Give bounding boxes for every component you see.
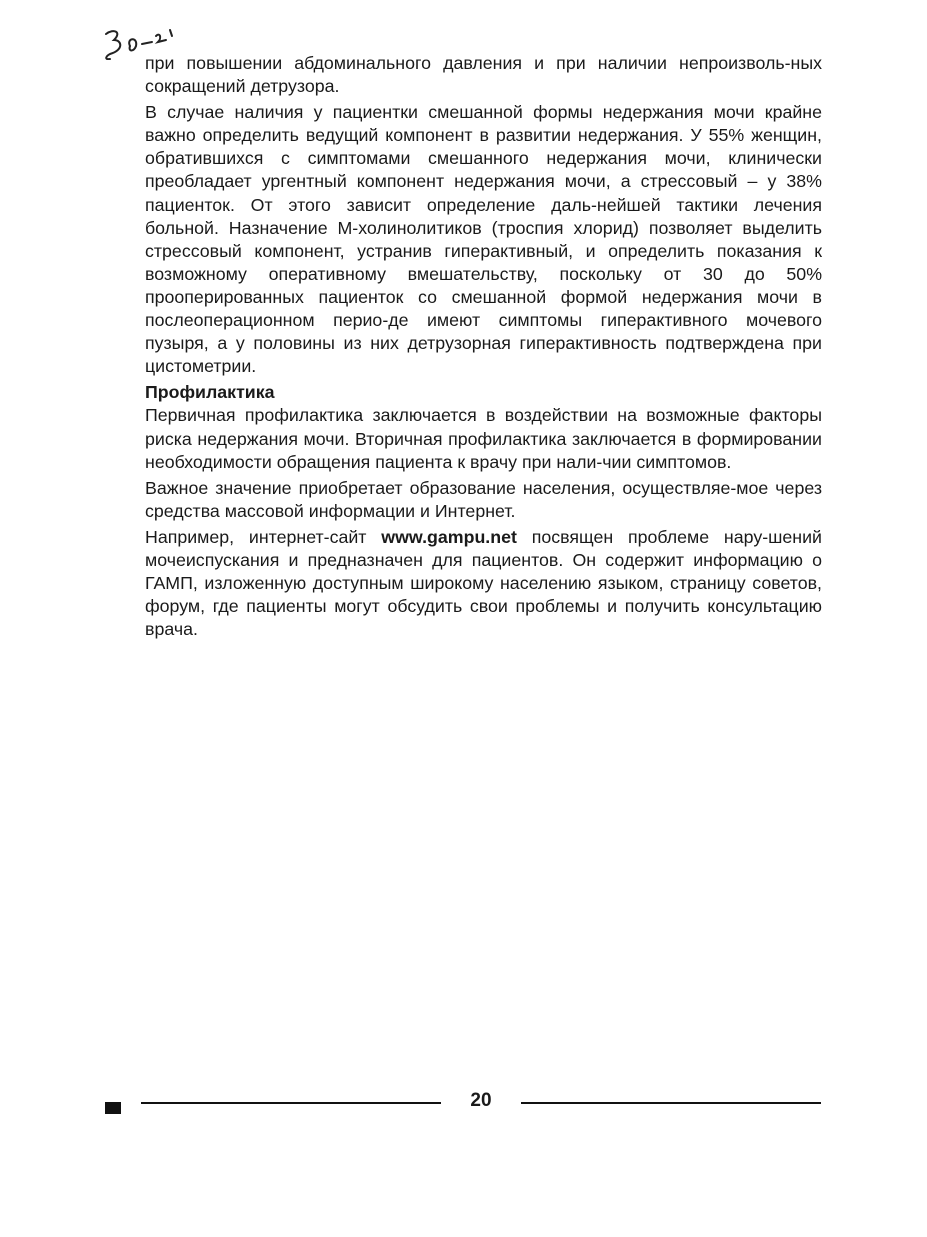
paragraph-website-rest: посвящен проблеме нару-шений мочеиспускания и предназначен для пациентов. Он содержит информацию о ГАМП, изложенную доступным широкому населению языком, страницу советов, форум, где пациенты могут обсудить свои проблемы и получить консультацию врача.: [145, 526, 822, 640]
paragraph-website: [145, 526, 822, 641]
paragraph-continuation: при повышении абдоминального давления и при наличии непроизволь-ных сокращений детрузора.: [145, 53, 822, 97]
paragraph-mixed-incontinence: В случае наличия у пациентки смешанной формы недержания мочи крайне важно определить ведущий компонент в развитии недержания. У 55% женщин, обратившихся с симптомами смешанного недержания мочи, клинически преобладает ургентный компонент недержания мочи, а стрессовый – у 38% пациенток. От этого зависит определение даль-нейшей тактики лечения больной. Назначение М-холинолитиков (троспия хлорид) позволяет выделить стрессовый компонент, устранив гиперактивный, и определить показания к возможному оперативному вмешательству, поскольку от 30 до 50% прооперированных пациенток со смешанной формой недержания мочи в послеоперационном перио-де имеют симптомы гиперактивного мочевого пузыря, а у половины из них детрузорная гиперактивность подтверждена при цистометрии.: [145, 102, 822, 377]
paragraph-prophylaxis-primary: Первичная профилактика заключается в воздействии на возможные факторы риска недержания мочи. Вторичная профилактика заключается в формировании необходимости обращения пациента к врачу при нали-чии симптомов.: [145, 405, 822, 472]
website-link[interactable]: www.gampu.net: [381, 526, 517, 547]
footer-rule-left: [141, 1102, 441, 1104]
page-number: 20: [470, 1090, 492, 1111]
paragraph-education: Важное значение приобретает образование населения, осуществляе-мое через средства массовой информации и Интернет.: [145, 477, 822, 521]
footer-rule-right: [521, 1102, 821, 1104]
page-body: [145, 52, 822, 644]
section-heading-prophylaxis: Профилактика: [145, 382, 275, 403]
footer-square-marker: [105, 1102, 121, 1114]
paragraph-website-intro: Например, интернет-сайт: [145, 526, 382, 547]
